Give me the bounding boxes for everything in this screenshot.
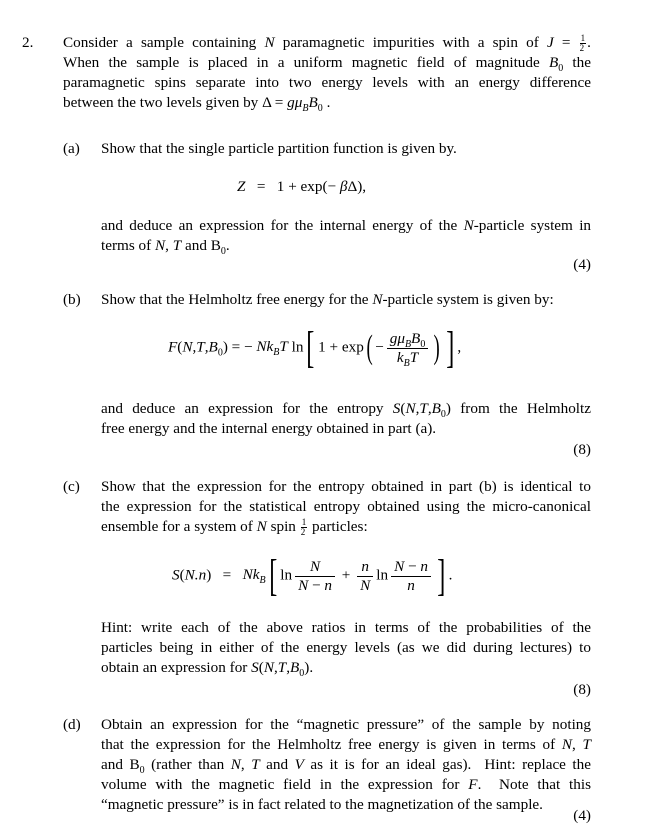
part-a-after-line-1: and deduce an expression for the internal energy of the N-particle system in: [101, 217, 592, 234]
part-b-after-line-2: free energy and the internal energy obtained in part (a).: [101, 420, 437, 437]
part-b-prompt: Show that the Helmholtz free energy for the N-particle system is given by:: [101, 291, 554, 308]
intro-line-1: Consider a sample containing N paramagnetic impurities with a spin of J = $\frac{1}{2}$ .: [63, 33, 591, 54]
part-b-equation: $F(N,T,B_0)$ = − $Nk_BT$ ln[ 1 + exp( − $g\mu_BB_0$ $k_BT$ ) ] ,: [168, 323, 462, 372]
part-b-after-line-1: and deduce an expression for the entropy $S(N,T,B_0)$ from the Helmholtz: [101, 400, 591, 421]
part-c-line-3: ensemble for a system of N spin $\frac{1}{2}$ particles:: [101, 517, 368, 538]
part-d-text: [101, 715, 591, 815]
part-d-line-5: “magnetic pressure” is in fact related to the magnetization of the sample.: [101, 796, 543, 813]
part-c-line-2: the expression for the statistical entropy obtained using the micro-canonical: [101, 498, 591, 515]
part-b-text: [101, 290, 591, 310]
part-c-text: [101, 477, 591, 537]
part-c-hint-line-2: particles being in either of the energy levels (as we did during lectures) to: [101, 639, 591, 656]
intro-line-2: When the sample is placed in a uniform magnetic field of magnitude $B_0$ the: [63, 54, 591, 75]
part-c-hint-line-1: Hint: write each of the above ratios in terms of the probabilities of the: [101, 619, 591, 636]
part-b-after: [101, 399, 591, 439]
part-b-label: (b): [63, 291, 81, 308]
part-a-prompt: Show that the single particle partition function is given by.: [101, 140, 457, 157]
part-c-hint: [101, 618, 591, 678]
part-d-label: (d): [63, 716, 81, 733]
question-number: 2.: [22, 34, 34, 51]
part-a-marks: (4): [573, 256, 591, 273]
question-intro: [63, 33, 591, 113]
part-c-line-1: Show that the expression for the entropy obtained in part (b) is identical to: [101, 478, 591, 495]
part-d-marks: (4): [573, 807, 591, 824]
part-d-line-4: volume with the magnetic field in the expression for F. Note that this: [101, 776, 591, 793]
part-a-text: [101, 139, 591, 159]
part-a-equation: Z = 1 + exp(− βΔ),: [237, 178, 367, 195]
intro-line-4: between the two levels given by $\Delta = g\mu_BB_0$ .: [63, 94, 331, 115]
part-b-marks: (8): [573, 441, 591, 458]
part-c-hint-line-3: obtain an expression for $S(N,T,B_0)$.: [101, 659, 314, 680]
part-d-line-1: Obtain an expression for the “magnetic pressure” of the sample by noting: [101, 716, 591, 733]
part-c-label: (c): [63, 478, 80, 495]
part-a-after-line-2: terms of N, T and $B_0$.: [101, 237, 230, 258]
part-a-label: (a): [63, 140, 80, 157]
part-d-line-2: that the expression for the Helmholtz free energy is given in terms of N, T: [101, 736, 591, 753]
part-c-equation: $S(N.n) = Nk_B$[ ln $\frac{N}{N - n}$ + $\frac{n}{N}$ ln $\frac{N - n}{n}$ ] .: [172, 551, 453, 600]
part-a-after: [101, 216, 591, 256]
intro-line-3: paramagnetic spins separate into two energy levels with an energy difference: [63, 74, 591, 91]
part-c-marks: (8): [573, 681, 591, 698]
part-d-line-3: and $B_0$ (rather than N, T and V as it is for an ideal gas). Hint: replace the: [101, 756, 591, 777]
